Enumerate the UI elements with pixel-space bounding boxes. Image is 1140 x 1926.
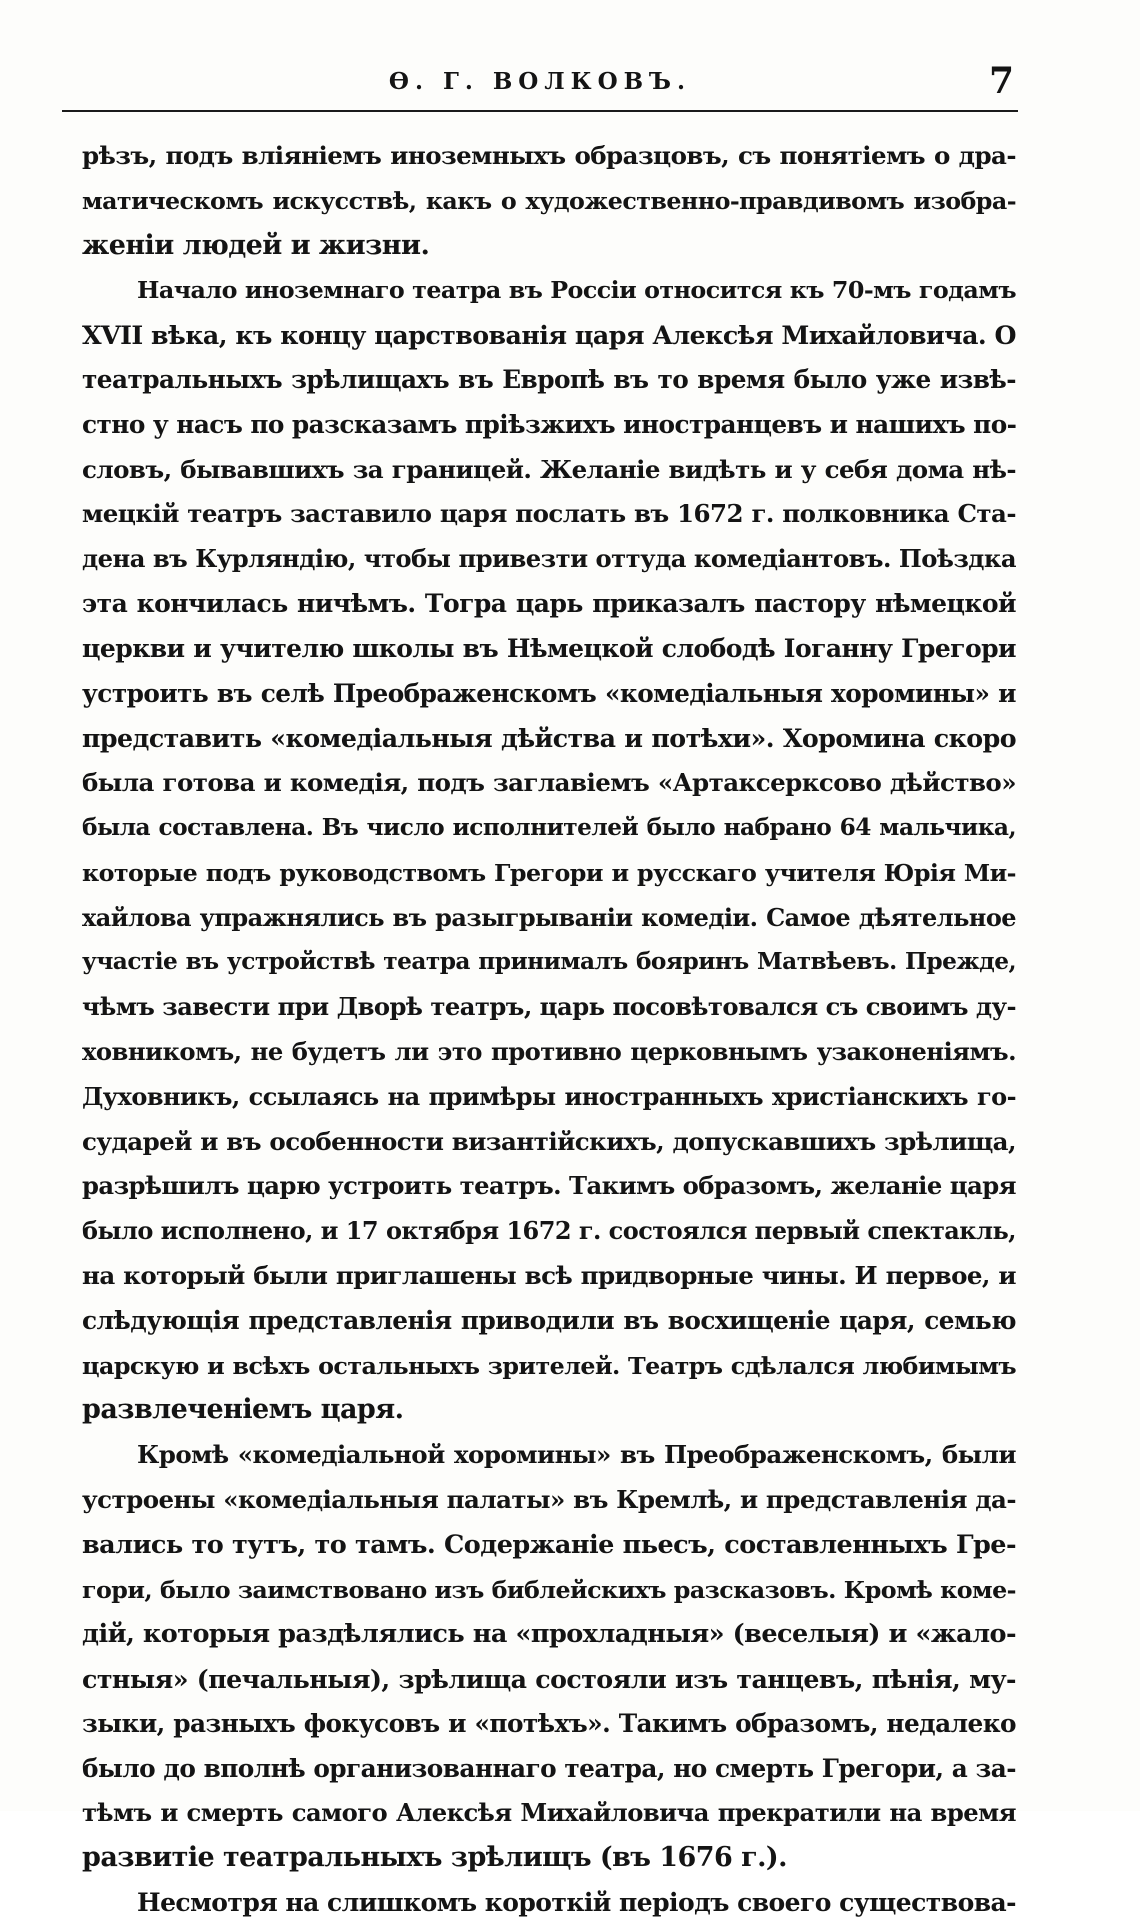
text-line: которые подъ руководствомъ Грегори и русскаго учителя Юрія Ми- <box>82 858 1016 887</box>
running-title: Ѳ. Г. ВОЛКОВЪ. <box>388 68 692 95</box>
text-line: была составлена. Въ число исполнителей было набрано 64 мальчика, <box>82 813 1016 841</box>
text-line: женіи людей и жизни. <box>82 229 430 261</box>
text-line: эта кончилась ничѣмъ. Тогра царь приказалъ пастору нѣмецкой <box>82 588 1016 618</box>
text-line: устроить въ селѣ Преображенскомъ «комедіальныя хоромины» и <box>82 678 1016 708</box>
text-line: зыки, разныхъ фокусовъ и «потѣхъ». Такимъ образомъ, недалеко <box>82 1708 1016 1738</box>
text-line: ховникомъ, не будетъ ли это противно церковнымъ узаконеніямъ. <box>82 1036 1016 1066</box>
text-line: сударей и въ особенности византійскихъ, допускавшихъ зрѣлища, <box>82 1126 1016 1156</box>
text-line: слѣдующія представленія приводили въ восхищеніе царя, семью <box>82 1305 1016 1335</box>
text-line: тѣмъ и смерть самого Алексѣя Михайловича прекратили на время <box>82 1798 1016 1828</box>
text-line: было до вполнѣ организованнаго театра, но смерть Грегори, а за- <box>82 1753 1016 1783</box>
text-line: театральныхъ зрѣлищахъ въ Европѣ въ то время было уже извѣ- <box>82 364 1016 394</box>
text-line: XVII вѣка, къ концу царствованія царя Алексѣя Михайловича. О <box>82 320 1016 351</box>
text-line: развитіе театральныхъ зрѣлищъ (въ 1676 г.). <box>82 1842 788 1874</box>
page-number: 7 <box>988 60 1014 102</box>
running-header <box>62 62 1018 112</box>
text-line: была готова и комедія, подъ заглавіемъ «Артаксерксово дѣйство» <box>82 768 1016 798</box>
text-line: на который были приглашены всѣ придворные чины. И первое, и <box>82 1260 1016 1290</box>
text-line: было исполнено, и 17 октября 1672 г. состоялся первый спектакль, <box>82 1216 1016 1246</box>
text-line: хайлова упражнялись въ разыгрываніи комедіи. Самое дѣятельное <box>82 902 1016 932</box>
body-text <box>82 134 1016 1926</box>
text-line: Кромѣ «комедіальной хоромины» въ Преображенскомъ, были <box>137 1440 1016 1470</box>
text-line: дій, которыя раздѣлялись на «прохладныя» (веселыя) и «жало- <box>82 1619 1016 1650</box>
text-line: чѣмъ завести при Дворѣ театръ, царь посовѣтовался съ своимъ ду- <box>82 992 1016 1022</box>
text-line: церкви и учителю школы въ Нѣмецкой слободѣ Іоганну Грегори <box>82 633 1016 663</box>
text-line: стныя» (печальныя), зрѣлища состояли изъ танцевъ, пѣнія, му- <box>82 1664 1016 1695</box>
text-line: разрѣшилъ царю устроить театръ. Такимъ образомъ, желаніе царя <box>82 1171 1016 1201</box>
text-line: царскую и всѣхъ остальныхъ зрителей. Театръ сдѣлался любимымъ <box>82 1351 1016 1380</box>
text-line: представить «комедіальныя дѣйства и потѣхи». Хоромина скоро <box>82 723 1016 754</box>
text-line: участіе въ устройствѣ театра принималъ бояринъ Матвѣевъ. Прежде, <box>82 948 1016 976</box>
text-line: рѣзъ, подъ вліяніемъ иноземныхъ образцовъ, съ понятіемъ о дра- <box>82 141 1016 170</box>
text-line: Начало иноземнаго театра въ Россіи относится къ 70-мъ годамъ <box>137 276 1016 305</box>
text-line: матическомъ искусствѣ, какъ о художественно-правдивомъ изобра- <box>82 186 1016 215</box>
text-line: вались то тутъ, то тамъ. Содержаніе пьесъ, составленныхъ Гре- <box>82 1529 1016 1560</box>
text-line: гори, было заимствовано изъ библейскихъ разсказовъ. Кромѣ коме- <box>82 1575 1016 1604</box>
text-line: Духовникъ, ссылаясь на примѣры иностранныхъ христіанскихъ го- <box>82 1081 1016 1111</box>
text-line: мецкій театръ заставило царя послать въ 1672 г. полковника Ста- <box>82 499 1016 529</box>
text-line: устроены «комедіальныя палаты» въ Кремлѣ, и представленія да- <box>82 1484 1016 1514</box>
text-line: Несмотря на слишкомъ короткій періодъ своего существова- <box>137 1888 1016 1918</box>
text-line: стно у насъ по разсказамъ пріѣзжихъ иностранцевъ и нашихъ по- <box>82 409 1016 439</box>
text-line: развлеченіемъ царя. <box>82 1394 404 1426</box>
text-line: словъ, бывавшихъ за границей. Желаніе видѣть и у себя дома нѣ- <box>82 454 1016 484</box>
text-line: дена въ Курляндію, чтобы привезти оттуда комедіантовъ. Поѣздка <box>82 544 1016 574</box>
